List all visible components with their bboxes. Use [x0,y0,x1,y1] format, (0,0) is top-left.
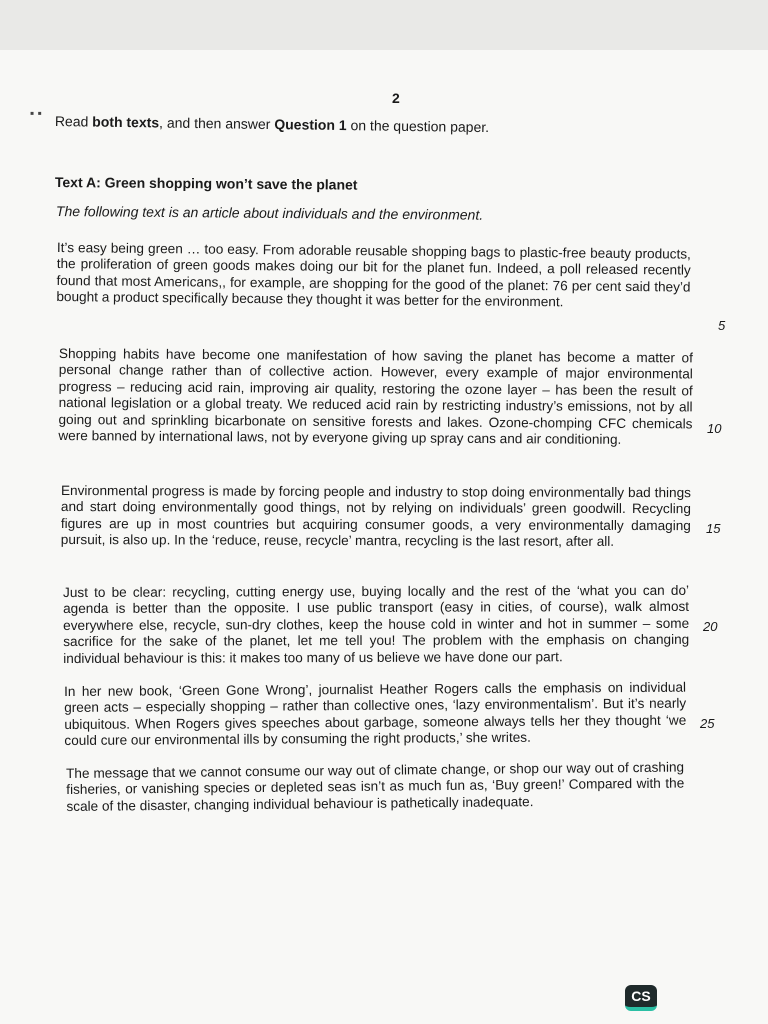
article-paragraph: It’s easy being green … too easy. From adorable reusable shopping bags to plastic-free beauty products, the proliferation of green goods makes doing our bit for the planet fun. Indeed, a poll released recently found that most Americans,, for example, are shopping for the good of the planet: 76 per cent said they’d bought a product specifically because they thought it was better for the environment. [56,240,691,310]
text-a-intro: The following text is an article about individuals and the environment. [55,203,484,223]
article-paragraph: Just to be clear: recycling, cutting energy use, buying locally and the rest of the ‘what you can do’ agenda is better than the opposite. I use public transport (easy in cities, of course), walk almost everywhere else, recycle, sun-dry clothes, keep the house cold in winter and hot in summer – some sacrifice for the sake of the planet, let me tell you! The problem with the emphasis on changing individual behaviour is this: it makes too many of us believe we have done our part. [63,582,690,666]
scan-mark: ▪ ▪ [30,106,42,120]
line-number: 5 [718,318,726,333]
instruction-text: , and then answer [159,114,275,133]
line-number: 25 [700,716,715,731]
line-number: 20 [703,619,718,634]
article-paragraph: Environmental progress is made by forcing people and industry to stop doing environmentally bad things and start doing environmentally good things, not by relying on individuals’ green goodwill. Recycling figures are up in most countries but acquiring consumer goods, a very environmentally damaging pursuit, is also up. In the ‘reduce, reuse, recycle’ mantra, recycling is the last resort, after all. [60,483,691,550]
instruction-bold-question: Question 1 [274,116,347,134]
text-a-title: Text A: Green shopping won’t save the planet [54,174,358,193]
article-paragraph: The message that we cannot consume our way out of climate change, or shop our way out of crashing fisheries, or vanishing species or depleted seas isn’t as much fun as, ‘Buy green!’ Compared with the scale of the disaster, changing individual behaviour is pathetically inadequate. [66,759,685,814]
page-number: 2 [392,90,400,106]
line-number: 10 [707,421,722,436]
camscanner-logo-icon: CS [625,985,657,1011]
article-paragraph: In her new book, ‘Green Gone Wrong’, journalist Heather Rogers calls the emphasis on individual green acts – especially shopping – rather than collective ones, ‘lazy environmentalism’. But it’s nearly ubiquitous. When Rogers gives speeches about garbage, someone always tells her they thought ‘we could cure our environmental ills by consuming the right products,’ she writes. [64,679,687,749]
instruction-bold-both: both texts [92,113,160,131]
instruction-text: on the question paper. [346,117,490,136]
article-paragraph: Shopping habits have become one manifestation of how saving the planet has become a matter of personal change rather than of collective action. However, every example of major environmental progress – reducing acid rain, improving air quality, restoring the ozone layer – has been the result of national legislation or a global treaty. We reduced acid rain by restricting industry’s emissions, not by all going out and sprinkling bicarbonate on sensitive forests and lakes. Ozone-chomping CFC chemicals were banned by international laws, not by everyone giving up spray cans and air conditioning. [58,346,693,447]
line-number: 15 [706,521,721,536]
instruction-text: Read [54,113,93,130]
